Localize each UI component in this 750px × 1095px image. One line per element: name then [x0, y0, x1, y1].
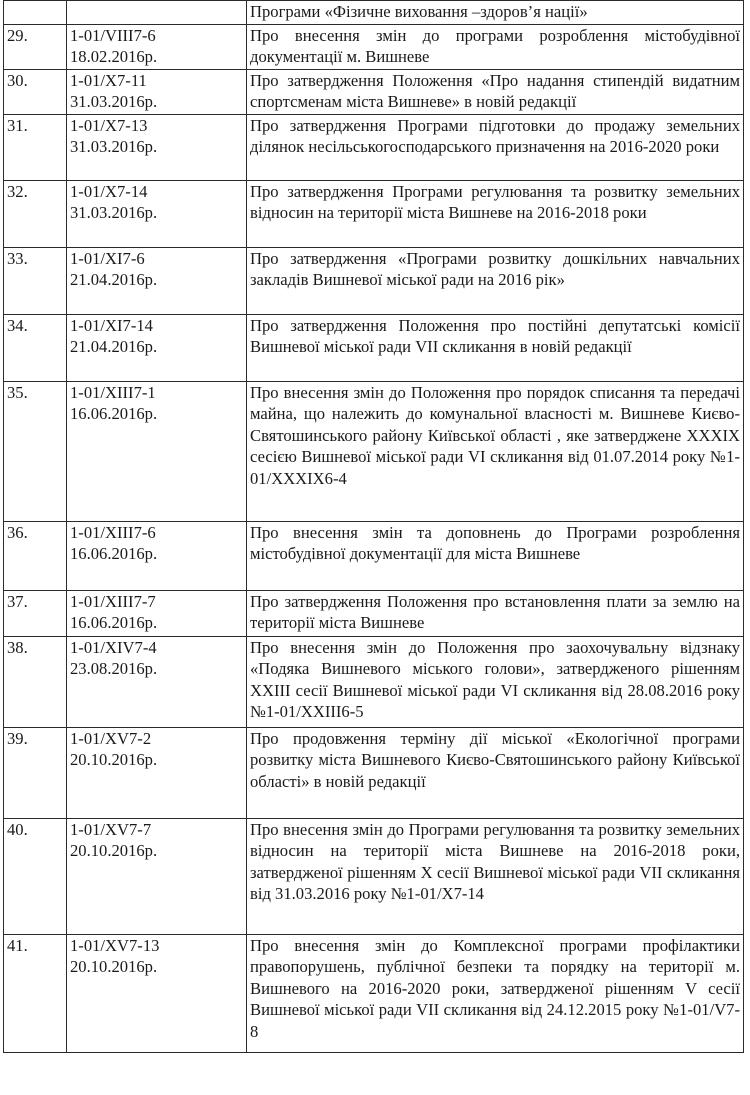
- document-date: 21.04.2016р.: [70, 337, 158, 356]
- row-title: Про внесення змін та доповнень до Програми розроблення містобудівної документації для міста Вишневе: [247, 521, 744, 590]
- table-row: [4, 818, 744, 934]
- table-row-continuation: [4, 1, 744, 25]
- document-date: 20.10.2016р.: [70, 957, 158, 976]
- document-id: 1-01/VIII7-6: [70, 25, 156, 45]
- document-date: 21.04.2016р.: [70, 270, 158, 289]
- row-title: Про затвердження Програми регулювання та розвитку земельних відносин на території міста Вишневе на 2016-2018 роки: [247, 180, 744, 247]
- document-id: 1-01/XIII7-1: [70, 382, 156, 402]
- row-number: 35.: [4, 381, 67, 521]
- document-date: 16.06.2016р.: [70, 404, 158, 423]
- row-document: [67, 636, 247, 727]
- table-row: [4, 69, 744, 114]
- document-date: 16.06.2016р.: [70, 613, 158, 632]
- document-date: 31.03.2016р.: [70, 137, 158, 156]
- document-id: 1-01/XV7-2: [70, 728, 152, 748]
- row-number: 37.: [4, 590, 67, 636]
- row-document: [67, 934, 247, 1052]
- row-number: 32.: [4, 180, 67, 247]
- row-number: 38.: [4, 636, 67, 727]
- row-document: [67, 590, 247, 636]
- document-date: 31.03.2016р.: [70, 203, 158, 222]
- row-number: 30.: [4, 69, 67, 114]
- document-date: 23.08.2016р.: [70, 659, 158, 678]
- row-document: [67, 727, 247, 818]
- document-id: 1-01/X7-13: [70, 115, 148, 135]
- document-date: 20.10.2016р.: [70, 841, 158, 860]
- table-row: [4, 727, 744, 818]
- document-date: 16.06.2016р.: [70, 544, 158, 563]
- row-title: Про внесення змін до програми розроблення містобудівної документації м. Вишневе: [247, 24, 744, 69]
- table-row: [4, 314, 744, 381]
- row-document: [67, 24, 247, 69]
- document-id: 1-01/XIV7-4: [70, 637, 157, 657]
- row-title: Про продовження терміну дії міської «Екологічної програми розвитку міста Вишневого Києво-Святошинського району Київської області» в новій редакції: [247, 727, 744, 818]
- row-document: [67, 314, 247, 381]
- table-row: [4, 590, 744, 636]
- row-title: Про затвердження Положення про встановлення плати за землю на території міста Вишневе: [247, 590, 744, 636]
- row-document: [67, 521, 247, 590]
- document-id: 1-01/X7-11: [70, 70, 147, 90]
- document-id: 1-01/XI7-6: [70, 248, 145, 268]
- document-date: 18.02.2016р.: [70, 47, 158, 66]
- row-document: [67, 818, 247, 934]
- table-row: [4, 114, 744, 180]
- document-date: 31.03.2016р.: [70, 92, 158, 111]
- row-number: 39.: [4, 727, 67, 818]
- row-title: Програми «Фізичне виховання –здоров’я нації»: [247, 1, 744, 25]
- row-number: 33.: [4, 247, 67, 314]
- row-document: [67, 1, 247, 25]
- document-id: 1-01/XIII7-6: [70, 522, 156, 542]
- row-number: 41.: [4, 934, 67, 1052]
- document-id: 1-01/XV7-7: [70, 819, 152, 839]
- row-title: Про затвердження Положення про постійні депутатські комісії Вишневої міської ради VII скликання в новій редакції: [247, 314, 744, 381]
- table-row: [4, 247, 744, 314]
- document-id: 1-01/XI7-14: [70, 315, 153, 335]
- row-document: [67, 381, 247, 521]
- row-title: Про затвердження Програми підготовки до продажу земельних ділянок несільськогосподарського призначення на 2016-2020 роки: [247, 114, 744, 180]
- row-title: Про внесення змін до Положення про заохочувальну відзнаку «Подяка Вишневого міського голови», затвердженого рішенням XXIII сесії Вишневої міської ради VI скликання від 28.08.2016 року №1-01/XXIII6-5: [247, 636, 744, 727]
- row-number: [4, 1, 67, 25]
- table-row: [4, 24, 744, 69]
- row-document: [67, 69, 247, 114]
- table-row: [4, 180, 744, 247]
- table-row: [4, 521, 744, 590]
- document-id: 1-01/X7-14: [70, 181, 148, 201]
- row-number: 29.: [4, 24, 67, 69]
- table-row: [4, 381, 744, 521]
- row-number: 34.: [4, 314, 67, 381]
- document-id: 1-01/XIII7-7: [70, 591, 156, 611]
- row-document: [67, 180, 247, 247]
- row-title: Про внесення змін до Програми регулювання та розвитку земельних відносин на території міста Вишневе на 2016-2018 роки, затвердженої рішенням X сесії Вишневої міської ради VII скликання від 31.03.2016 року №1-01/X7-14: [247, 818, 744, 934]
- row-document: [67, 247, 247, 314]
- row-number: 31.: [4, 114, 67, 180]
- row-document: [67, 114, 247, 180]
- document-id: 1-01/XV7-13: [70, 935, 160, 955]
- row-number: 36.: [4, 521, 67, 590]
- row-title: Про внесення змін до Положення про порядок списання та передачі майна, що належить до комунальної власності м. Вишневе Києво-Святошинського району Київської області , яке затверджене XXXIX сесією Вишневої міської ради VI скликання від 01.07.2014 року №1-01/XXXIX6-4: [247, 381, 744, 521]
- row-title: Про внесення змін до Комплексної програми профілактики правопорушень, публічної безпеки та порядку на території м. Вишневого на 2016-2020 роки, затвердженої рішенням V сесії Вишневої міської ради VII скликання від 24.12.2015 року №1-01/V7-8: [247, 934, 744, 1052]
- document-date: 20.10.2016р.: [70, 750, 158, 769]
- table-row: [4, 636, 744, 727]
- row-number: 40.: [4, 818, 67, 934]
- row-title: Про затвердження Положення «Про надання стипендій видатним спортсменам міста Вишневе» в новій редакції: [247, 69, 744, 114]
- decisions-table: [3, 0, 744, 1053]
- row-title: Про затвердження «Програми розвитку дошкільних навчальних закладів Вишневої міської ради на 2016 рік»: [247, 247, 744, 314]
- table-row: [4, 934, 744, 1052]
